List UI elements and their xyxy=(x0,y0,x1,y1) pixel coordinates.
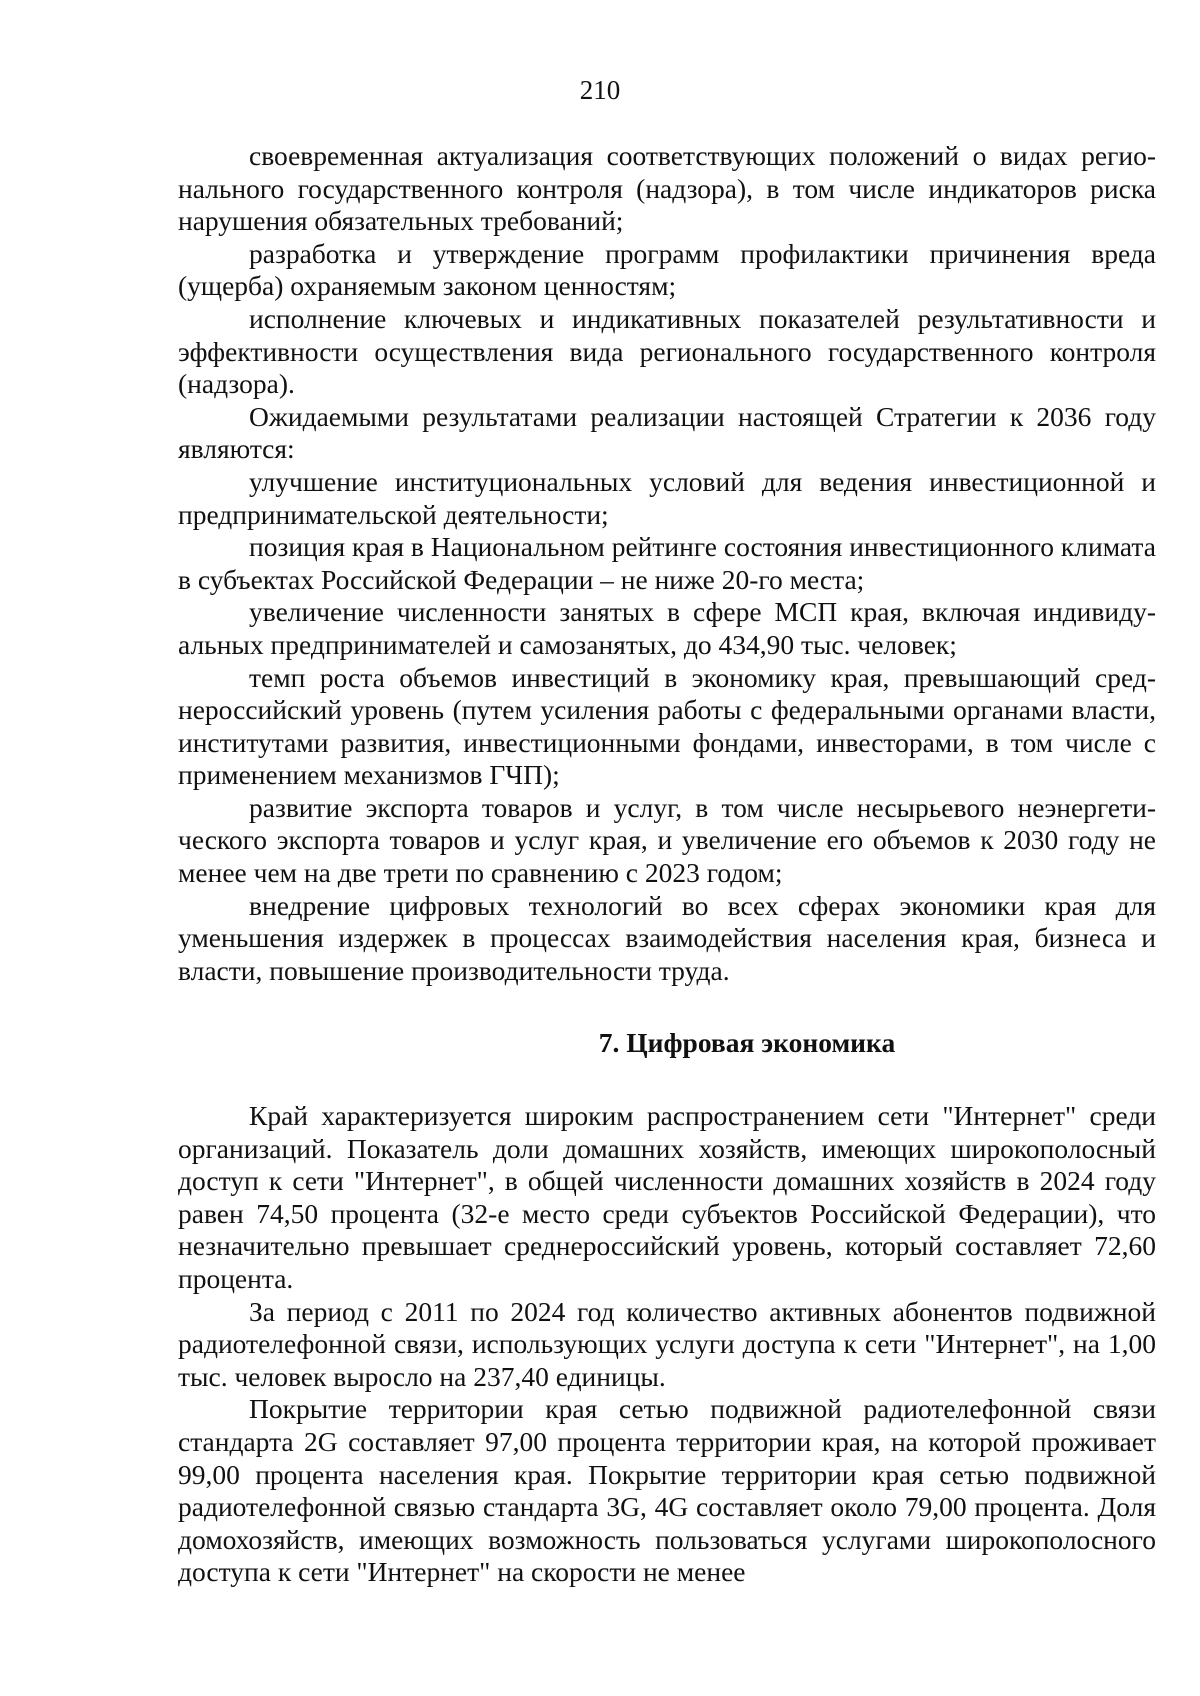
paragraph: исполнение ключевых и индикативных показателей результативности и эффективности осуществления вида регионального государственного контроля (надзора). xyxy=(178,302,1156,400)
paragraph: развитие экспорта товаров и услуг, в том числе несырьевого неэнергетического экспорта товаров и услуг края, и увеличение его объемов к 2030 году не менее чем на две трети по сравнению с 2023 годом; xyxy=(178,791,1156,889)
page-number: 210 xyxy=(579,75,621,105)
paragraph: Ожидаемыми результатами реализации настоящей Стратегии к 2036 году являются: xyxy=(178,400,1156,465)
paragraph: Край характеризуется широким распространением сети "Интернет" среди организаций. Показатель доли домашних хозяйств, имеющих широкополосный доступ к сети "Интернет", в общей численности домашних хозяйств в 2024 году равен 74,50 процента (32-е место среди субъектов Российской Федерации), что незначительно превышает среднероссийский уровень, который составляет 72,60 процента. xyxy=(178,1100,1156,1294)
paragraph: позиция края в Национальном рейтинге состояния инвестиционного климата в субъектах Российской Федерации – не ниже 20-го места; xyxy=(178,531,1156,595)
paragraph: увеличение численности занятых в сфере МСП края, включая индивидуальных предпринимателей и самозанятых, до 434,90 тыс. человек; xyxy=(178,596,1156,660)
paragraph: улучшение институциональных условий для ведения инвестиционной и предпринимательской деятельности; xyxy=(178,465,1156,530)
paragraph: За период с 2011 по 2024 год количество активных абонентов подвижной радиотелефонной связи, использующих услуги доступа к сети "Интернет", на 1,00 тыс. человек выросло на 237,40 единицы. xyxy=(178,1295,1156,1392)
spacer xyxy=(178,987,1156,1027)
paragraph: своевременная актуализация соответствующих положений о видах регионального государственного контроля (надзора), в том числе индикаторов риска нарушения обязательных требований; xyxy=(178,140,1156,237)
paragraph: разработка и утверждение программ профилактики причинения вреда (ущерба) охраняемым законом ценностям; xyxy=(178,237,1156,302)
paragraph: Покрытие территории края сетью подвижной радиотелефонной связи стандарта 2G составляет 97,00 процента территории края, на которой проживает 99,00 процента населения края. Покрытие территории края сетью подвижной радиотелефонной связью стандарта 3G, 4G составляет около 79,00 процента. Доля домохозяйств, имеющих возможность пользоваться услугами широкополосного доступа к сети "Интернет" на скорости не менее xyxy=(178,1393,1156,1588)
text-column xyxy=(178,140,1156,1589)
paragraph: внедрение цифровых технологий во всех сферах экономики края для уменьшения издержек в процессах взаимодействия населения края, бизнеса и власти, повышение производительности труда. xyxy=(178,889,1156,986)
paragraph: темп роста объемов инвестиций в экономику края, превышающий среднероссийский уровень (путем усиления работы с федеральными органами власти, институтами развития, инвестиционными фондами, инвесторами, в том числе с применением механизмов ГЧП); xyxy=(178,661,1156,791)
section-heading: 7. Цифровая экономика xyxy=(598,1027,896,1059)
spacer xyxy=(178,1060,1156,1100)
